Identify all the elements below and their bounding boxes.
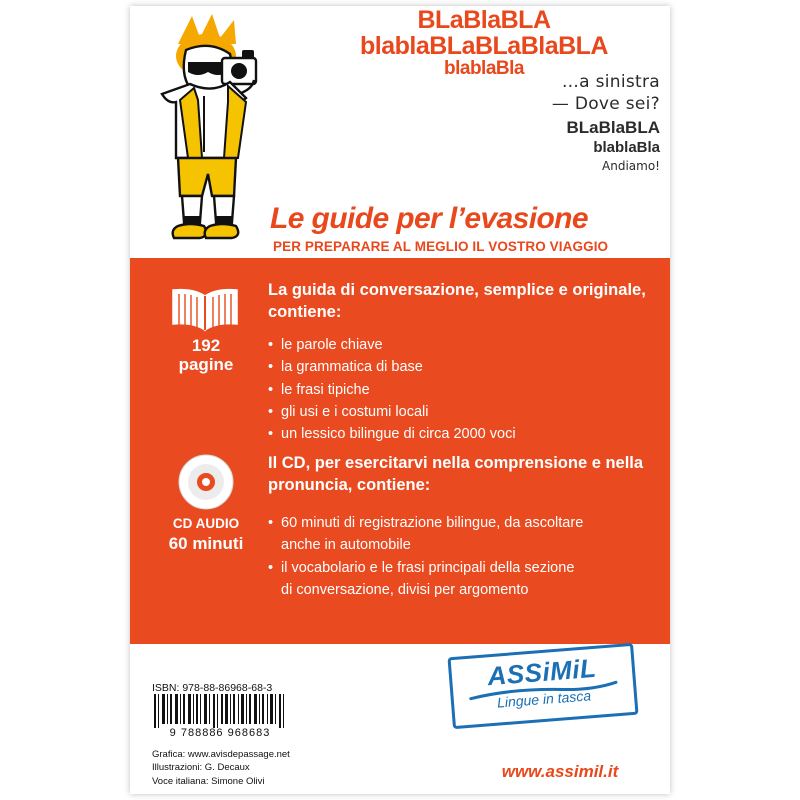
website-link[interactable]: www.assimil.it — [501, 762, 619, 781]
blabla-line-3: blablaBla — [444, 58, 524, 79]
cover-top-section — [130, 6, 670, 258]
barcode-number: 9 788886 968683 — [169, 727, 271, 739]
pages-number: 192 — [191, 336, 221, 355]
cd-section-bullets — [268, 512, 660, 601]
speech-line-1: …a sinistra — [561, 72, 660, 92]
credit-line-3: Voce italiana: Simone Olivi — [152, 775, 265, 787]
blabla-line-2: blablaBLaBLaBlaBLA — [360, 31, 608, 60]
cd-section-heading: Il CD, per esercitarvi nella comprensione e nella pronuncia, contiene: — [268, 454, 644, 494]
barcode-bars — [154, 694, 286, 728]
compact-disc-icon — [178, 454, 234, 510]
list-item: • 60 minuti di registrazione bilingue, da ascoltare — [268, 512, 660, 534]
page-subtitle: PER PREPARARE AL MEGLIO IL VOSTRO VIAGGIO — [273, 239, 609, 254]
book-cover — [130, 6, 670, 794]
speech-line-3: BLaBlaBLA — [566, 118, 660, 137]
speech-line-4: blablaBla — [593, 139, 660, 156]
list-item: • il vocabolario e le frasi principali della sezione — [268, 557, 660, 579]
list-item: • le parole chiave — [268, 334, 660, 356]
speech-line-2: — Dove sei? — [551, 94, 660, 114]
open-book-icon — [170, 286, 240, 332]
speech-bubble-text — [430, 72, 660, 173]
credit-line-2: Illustrazioni: G. Decaux — [152, 762, 250, 774]
blabla-headline — [308, 8, 660, 78]
book-section-bullets — [268, 334, 660, 446]
list-item: • le frasi tipiche — [268, 379, 660, 401]
list-item-continuation: di conversazione, divisi per argomento — [281, 581, 529, 598]
pages-label-text: pagine — [178, 355, 234, 375]
pages-badge — [150, 336, 262, 374]
speech-line-5: Andiamo! — [602, 159, 660, 173]
logo-name: ASSiMiL — [486, 652, 598, 692]
credits — [152, 748, 290, 788]
logo-tagline: Lingue in tasca — [496, 687, 592, 711]
credit-line-1: Grafica: www.avisdepassage.net — [152, 749, 290, 760]
cover-red-section — [130, 258, 670, 644]
cd-title: CD AUDIO — [172, 516, 240, 531]
blabla-line-1: BLaBlaBLA — [417, 6, 551, 34]
cd-duration: 60 minuti — [168, 533, 244, 553]
barcode — [150, 694, 290, 740]
list-item-continuation: anche in automobile — [281, 537, 411, 554]
page-title: Le guide per l’evasione — [270, 202, 588, 235]
publisher-logo — [447, 643, 638, 729]
list-item: • un lessico bilingue di circa 2000 voci — [268, 423, 660, 445]
cd-badge — [150, 516, 262, 554]
list-item: • gli usi e i costumi locali — [268, 401, 660, 423]
book-section-heading: La guida di conversazione, semplice e originale, contiene: — [268, 281, 646, 321]
isbn-text: ISBN: 978-88-86968-68-3 — [152, 682, 273, 694]
list-item: • la grammatica di base — [268, 356, 660, 378]
